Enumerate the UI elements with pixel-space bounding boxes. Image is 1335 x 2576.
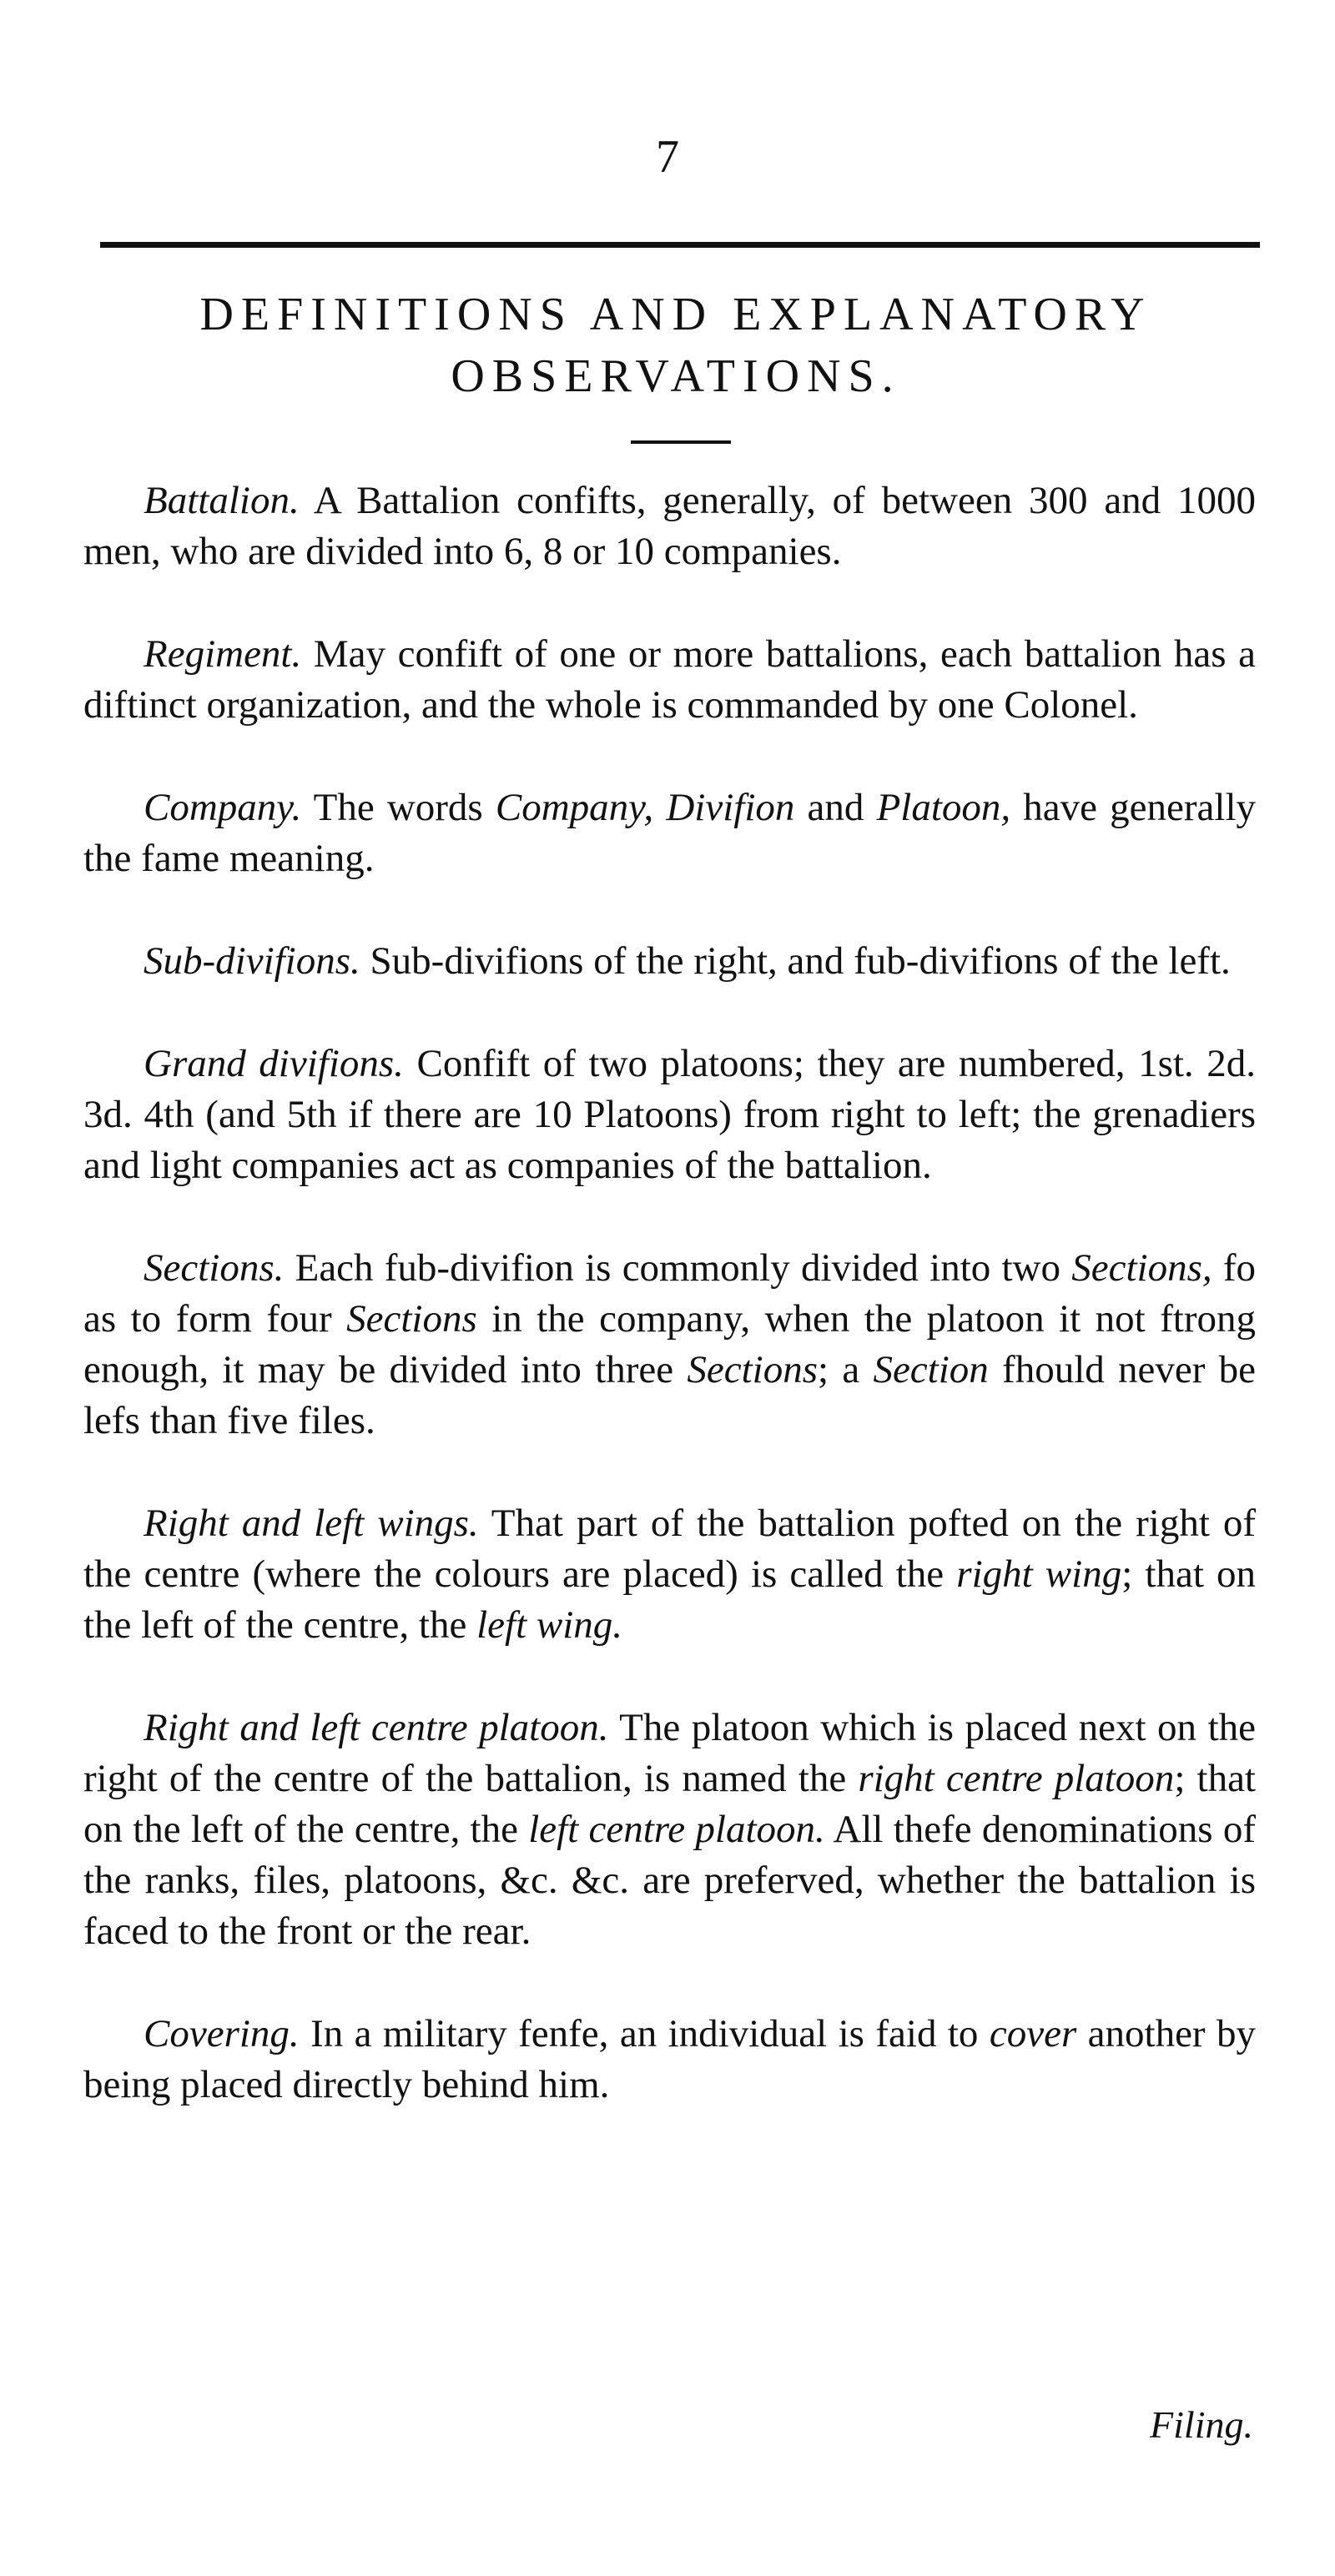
italic-word: Platoon,	[876, 786, 1011, 829]
definitions-body	[83, 475, 1256, 2162]
definition-text: in the company, when the platoon it not ftrong enough, it may be divided into three	[83, 1297, 1256, 1391]
title-line-2: OBSERVATIONS.	[451, 350, 901, 402]
definition-term: Regiment.	[144, 632, 302, 676]
italic-word: left wing.	[476, 1603, 623, 1647]
page-title	[83, 284, 1268, 407]
italic-word: Sections,	[1071, 1246, 1212, 1290]
definition-wings	[83, 1498, 1256, 1651]
definition-term: Right and left centre platoon.	[144, 1706, 609, 1749]
definition-text: All thefe denominations of the ranks, files, platoons, &c. &c. are preferved, whether the battalion is faced to the front or the rear.	[83, 1808, 1256, 1953]
definition-regiment	[83, 629, 1256, 731]
italic-word: Section	[873, 1348, 989, 1391]
definition-text: fhould never be lefs than five files.	[83, 1348, 1257, 1442]
definition-term: Company.	[144, 786, 302, 829]
definition-text: another by being placed directly behind him.	[83, 2012, 1256, 2106]
definition-text: That part of the battalion pofted on the right of the centre (where the colours are placed) is called the	[83, 1502, 1256, 1596]
definition-term: Covering.	[144, 2012, 300, 2055]
definition-battalion	[83, 475, 1256, 577]
italic-word: Sections	[346, 1297, 477, 1341]
definition-text: A Battalion confifts, generally, of between 300 and 1000 men, who are divided into 6, 8 or 10 companies.	[83, 479, 1256, 573]
definition-text: The platoon which is placed next on the right of the centre of the battalion, is named the	[83, 1706, 1256, 1800]
definition-term: Right and left wings.	[144, 1502, 479, 1545]
italic-word: Company,	[495, 786, 654, 829]
title-divider	[631, 440, 731, 444]
definition-grand-divisions	[83, 1039, 1256, 1191]
italic-word: Sections	[687, 1348, 818, 1391]
definition-text: have generally the fame meaning.	[83, 786, 1257, 880]
definition-sections	[83, 1243, 1256, 1446]
definition-text: fo as to form four	[83, 1246, 1257, 1341]
definition-text: Sub-divifions of the right, and fub-divifions of the left.	[360, 939, 1231, 983]
definition-text: Each fub-divifion is commonly divided into two	[284, 1246, 1072, 1290]
definition-text: ; that on the left of the centre, the	[83, 1757, 1256, 1851]
definition-term: Battalion.	[144, 479, 300, 522]
definition-text: ; that on the left of the centre, the	[83, 1552, 1256, 1647]
definition-text: Confift of two platoons; they are numbered, 1st. 2d. 3d. 4th (and 5th if there are 10 Platoons) from right to left; the grenadiers and light companies act as companies of the battalion.	[83, 1042, 1256, 1187]
definition-text: and	[794, 786, 877, 829]
definition-text: The words	[301, 786, 496, 829]
definition-term: Sub-divifions.	[144, 939, 360, 983]
italic-word: left centre platoon.	[528, 1808, 825, 1851]
definition-sub-divisions	[83, 936, 1256, 987]
definition-term: Sections.	[144, 1246, 285, 1290]
catchword: Filing.	[1150, 2403, 1253, 2446]
italic-word: right wing	[956, 1552, 1122, 1596]
italic-word: Divifion	[666, 786, 795, 829]
page-number: 7	[656, 131, 679, 183]
top-rule	[100, 242, 1260, 248]
definition-text: May confift of one or more battalions, each battalion has a diftinct organization, and the whole is commanded by one Colonel.	[83, 632, 1256, 727]
definition-centre-platoon	[83, 1703, 1256, 1957]
definition-text	[653, 786, 666, 829]
definition-term: Grand divifions.	[144, 1042, 404, 1085]
italic-word: cover	[989, 2012, 1077, 2055]
italic-word: right centre platoon	[858, 1757, 1175, 1800]
definition-covering	[83, 2009, 1256, 2111]
definition-company	[83, 782, 1256, 884]
title-line-1: DEFINITIONS AND EXPLANATORY	[199, 289, 1152, 340]
definition-text: ; a	[818, 1348, 874, 1391]
definition-text: In a military fenfe, an individual is faid to	[299, 2012, 990, 2055]
